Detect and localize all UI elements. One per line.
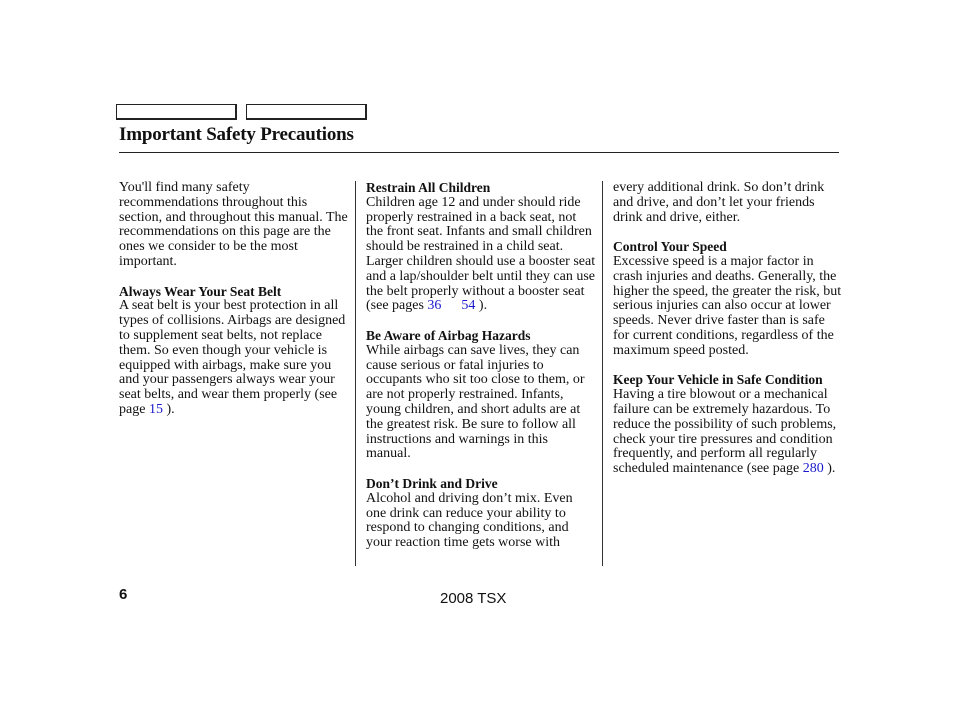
vehicle-text: Having a tire blowout or a mechanical failure can be extremely hazardous. To reduce the possibility of such problems, check your tire pressures and condition frequently, and perform all regularly scheduled maintenance (see page bbox=[613, 387, 837, 477]
vehicle-page-link[interactable]: 280 bbox=[802, 461, 824, 477]
children-heading: Restrain All Children bbox=[366, 180, 491, 195]
title-divider bbox=[119, 152, 839, 153]
seatbelt-text: A seat belt is your best protection in all types of collisions. Airbags are designed to supplement seat belts, not replace them. So even though your vehicle is equipped with airbags, make sure you and your passengers always wear your seat belts, and wear them properly (see page bbox=[119, 298, 346, 417]
vehicle-end: ). bbox=[823, 461, 836, 477]
airbag-heading: Be Aware of Airbag Hazards bbox=[366, 327, 531, 343]
speed-paragraph: Excessive speed is a major factor in crash injuries and deaths. Generally, the higher the speed, the greater the risk, but serious injuries can also occur at lower speeds. Never drive faster than is safe for current conditions, regardless of the maximum speed posted. bbox=[613, 253, 842, 358]
seatbelt-page-link[interactable]: 15 bbox=[148, 401, 163, 417]
vehicle-paragraph bbox=[613, 388, 843, 477]
column-divider-2 bbox=[602, 181, 603, 566]
drink-heading: Don’t Drink and Drive bbox=[366, 475, 498, 491]
nav-previous-button[interactable] bbox=[116, 104, 237, 120]
children-paragraph bbox=[366, 196, 596, 314]
seatbelt-paragraph bbox=[119, 299, 351, 417]
children-end: ). bbox=[475, 298, 488, 314]
footer-model: 2008 TSX bbox=[440, 590, 507, 607]
airbag-paragraph: While airbags can save lives, they can cause serious or fatal injuries to occupants who sit too close to them, or are not properly restrained. Infants, young children, and short adults are at the greatest risk. Be sure to follow all instructions and warnings in this manual. bbox=[366, 342, 585, 462]
drink-paragraph: Alcohol and driving don’t mix. Even one drink can reduce your ability to respond to changing conditions, and your reaction time gets worse with bbox=[366, 490, 573, 551]
column-1 bbox=[119, 181, 351, 418]
column-3 bbox=[613, 181, 843, 477]
vehicle-heading: Keep Your Vehicle in Safe Condition bbox=[613, 372, 823, 388]
children-page-link-1[interactable]: 36 bbox=[427, 298, 442, 314]
speed-heading: Control Your Speed bbox=[613, 239, 727, 255]
column-divider-1 bbox=[355, 181, 356, 566]
children-text: Children age 12 and under should ride properly restrained in a back seat, not the front seat. Infants and small children should be restrained in a child seat. Larger children should use a booster seat and a lap/shoulder belt until they can use the belt properly without a booster seat (see pages bbox=[366, 194, 596, 314]
children-page-link-2[interactable]: 54 bbox=[461, 298, 476, 314]
intro-paragraph: You'll find many safety recommendations throughout this section, and throughout this manual. The recommendations on this page are the ones we consider to be the most important. bbox=[119, 180, 348, 269]
seatbelt-heading: Always Wear Your Seat Belt bbox=[119, 283, 282, 299]
seatbelt-end: ). bbox=[162, 401, 175, 417]
nav-next-button[interactable] bbox=[246, 104, 367, 120]
page-title: Important Safety Precautions bbox=[119, 124, 354, 145]
drink-continued-paragraph: every additional drink. So don’t drink and drive, and don’t let your friends drink and drive, either. bbox=[613, 180, 825, 225]
page-number: 6 bbox=[119, 586, 128, 603]
column-2 bbox=[366, 181, 596, 551]
